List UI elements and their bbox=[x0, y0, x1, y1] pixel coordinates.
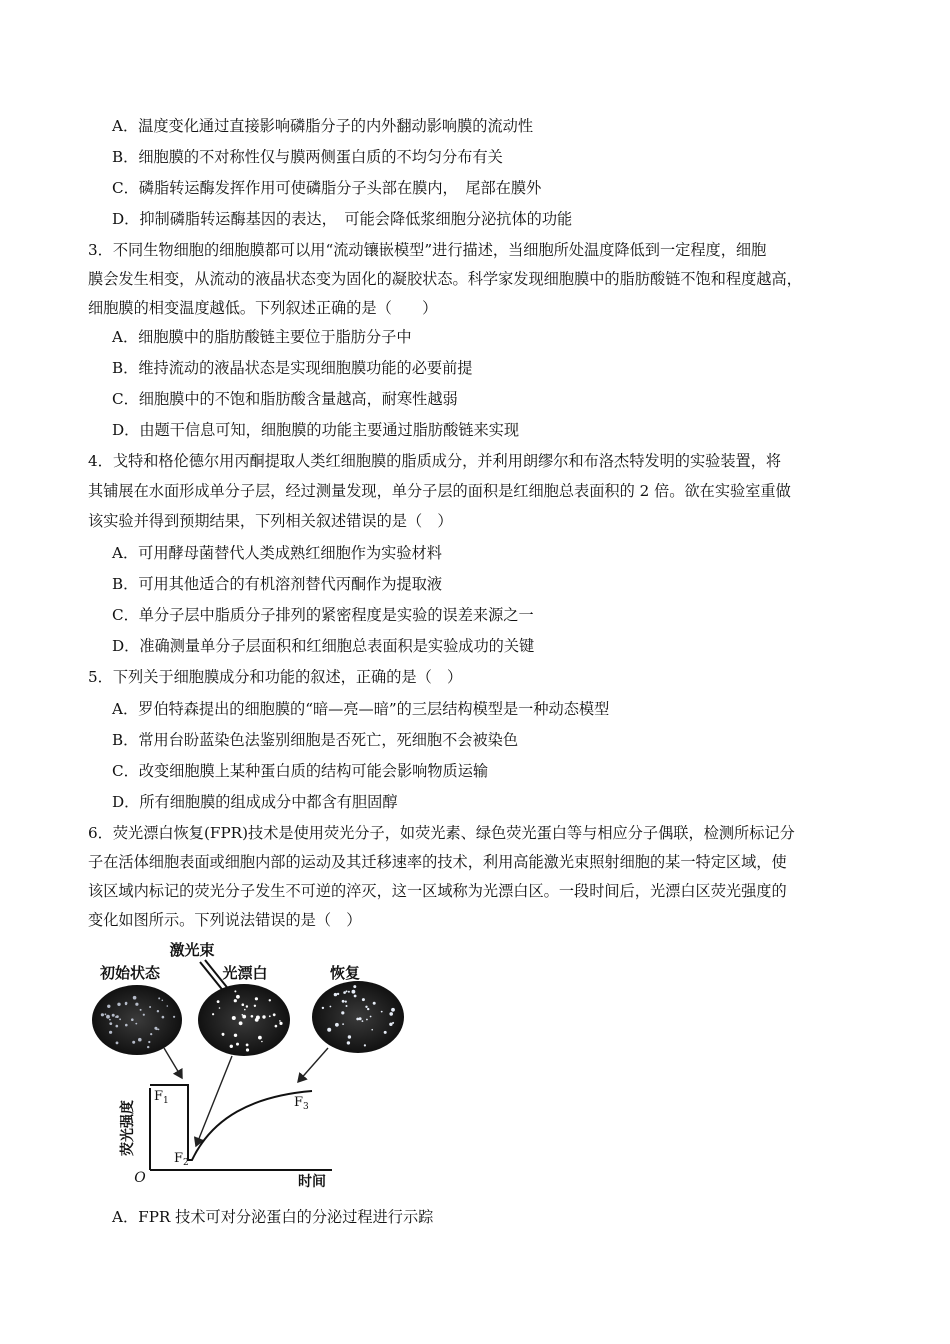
q5-option-c: C．改变细胞膜上某种蛋白质的结构可能会影响物质运输 bbox=[112, 762, 489, 780]
fluorescent-molecule-dot bbox=[232, 1016, 236, 1020]
fluorescent-molecule-dot bbox=[356, 1018, 359, 1021]
fluorescent-molecule-dot bbox=[251, 1015, 254, 1018]
fluorescent-molecule-dot bbox=[347, 1041, 350, 1044]
fluorescent-molecule-dot bbox=[342, 1023, 344, 1025]
fluorescent-molecule-dot bbox=[392, 1022, 394, 1024]
q2-option-a: A．温度变化通过直接影响磷脂分子的内外翻动影响膜的流动性 bbox=[112, 117, 534, 135]
fluorescent-molecule-dot bbox=[342, 1000, 345, 1003]
fluorescent-molecule-dot bbox=[348, 991, 350, 993]
fluorescent-molecule-dot bbox=[116, 1025, 119, 1028]
fluorescent-molecule-dot bbox=[242, 1003, 245, 1006]
fluorescent-molecule-dot bbox=[222, 1033, 225, 1036]
q3-stem-line: 细胞膜的相变温度越低。下列叙述正确的是（ ） bbox=[88, 299, 438, 317]
q3-option-d: D．由题干信息可知，细胞膜的功能主要通过脂肪酸链来实现 bbox=[112, 421, 520, 439]
fluorescent-molecule-dot bbox=[109, 1019, 111, 1021]
fluorescent-molecule-dot bbox=[158, 1029, 160, 1031]
q3-option-a: A．细胞膜中的脂肪酸链主要位于脂肪分子中 bbox=[112, 328, 412, 346]
fluorescent-molecule-dot bbox=[269, 999, 271, 1001]
q3-stem-line: 膜会发生相变，从流动的液晶状态变为固化的凝胶状态。科学家发现细胞膜中的脂肪酸链不饱和程度越高， bbox=[88, 270, 802, 288]
fluorescent-molecule-dot bbox=[150, 1033, 152, 1035]
fpr-diagram bbox=[92, 938, 432, 1188]
q5-option-b: B．常用台盼蓝染色法鉴别细胞是否死亡，死细胞不会被染色 bbox=[112, 731, 519, 749]
fluorescent-molecule-dot bbox=[119, 1018, 121, 1020]
fluorescent-molecule-dot bbox=[106, 1015, 110, 1019]
fluorescent-molecule-dot bbox=[353, 985, 356, 988]
fluorescent-molecule-dot bbox=[335, 1023, 339, 1027]
q6-stem-line: 该区域内标记的荧光分子发生不可逆的淬灭，这一区域称为光漂白区。一段时间后，光漂白区荧光强度的 bbox=[88, 882, 787, 900]
f3-label: $F_3$ bbox=[294, 1095, 309, 1112]
fluorescent-molecule-dot bbox=[158, 997, 160, 999]
q5-option-d: D．所有细胞膜的组成成分中都含有胆固醇 bbox=[112, 793, 398, 811]
f2-label: $F_2$ bbox=[174, 1151, 189, 1168]
fluorescent-molecule-dot bbox=[132, 1041, 135, 1044]
fluorescent-molecule-dot bbox=[212, 1013, 214, 1015]
fluorescent-molecule-dot bbox=[273, 1013, 276, 1016]
arrow-recovery bbox=[298, 1048, 328, 1082]
fluorescent-molecule-dot bbox=[371, 1029, 373, 1031]
q6-option-a: A．FPR 技术可对分泌蛋白的分泌过程进行示踪 bbox=[112, 1208, 434, 1226]
fluorescent-molecule-dot bbox=[131, 1018, 134, 1021]
fluorescent-molecule-dot bbox=[246, 1044, 249, 1047]
fluorescent-molecule-dot bbox=[341, 1011, 344, 1014]
fluorescent-molecule-dot bbox=[364, 1044, 366, 1046]
fluorescent-molecule-dot bbox=[125, 1003, 127, 1005]
fluorescent-molecule-dot bbox=[279, 1022, 282, 1025]
fluorescent-molecule-dot bbox=[262, 1015, 265, 1018]
stage-label-bleach: 光漂白 bbox=[222, 964, 268, 982]
fluorescent-molecule-dot bbox=[157, 1010, 159, 1012]
x-axis-label: 时间 bbox=[298, 1174, 326, 1188]
fluorescent-molecule-dot bbox=[348, 1035, 351, 1038]
fluorescent-molecule-dot bbox=[255, 997, 258, 1000]
fluorescent-molecule-dot bbox=[217, 1000, 220, 1003]
q2-option-b: B．细胞膜的不对称性仅与膜两侧蛋白质的不均匀分布有关 bbox=[112, 148, 503, 166]
cell-bleached bbox=[198, 984, 290, 1056]
q4-option-d: D．准确测量单分子层面积和红细胞总表面积是实验成功的关键 bbox=[112, 637, 535, 655]
fluorescent-molecule-dot bbox=[239, 1021, 243, 1025]
fluorescent-molecule-dot bbox=[334, 993, 337, 996]
fluorescent-molecule-dot bbox=[254, 1005, 256, 1007]
origin-label: O bbox=[134, 1170, 146, 1186]
fluorescent-molecule-dot bbox=[234, 999, 237, 1002]
fluorescent-molecule-dot bbox=[366, 1019, 368, 1021]
cell-recovered bbox=[312, 981, 404, 1053]
q4-stem-line: 该实验并得到预期结果，下列相关叙述错误的是（ ） bbox=[88, 512, 453, 530]
fluorescent-molecule-dot bbox=[246, 1005, 248, 1007]
fluorescent-molecule-dot bbox=[327, 1028, 331, 1032]
fluorescent-molecule-dot bbox=[236, 1043, 239, 1046]
stage-label-recovery: 恢复 bbox=[329, 964, 361, 982]
cell-initial bbox=[92, 985, 182, 1055]
fluorescent-molecule-dot bbox=[107, 1005, 110, 1008]
fluorescent-molecule-dot bbox=[346, 1005, 348, 1007]
fluorescent-molecule-dot bbox=[138, 1038, 142, 1042]
f1-label: $F_1$ bbox=[154, 1089, 169, 1106]
q2-option-d: D．抑制磷脂转运酶基因的表达， 可能会降低浆细胞分泌抗体的功能 bbox=[112, 210, 573, 228]
fluorescent-molecule-dot bbox=[322, 1007, 324, 1009]
q6-stem-line: 子在活体细胞表面或细胞内部的运动及其迁移速率的技术，利用高能激光束照射细胞的某一特定区域，使 bbox=[88, 853, 787, 871]
q4-option-a: A．可用酵母菌替代人类成熟红细胞作为实验材料 bbox=[112, 544, 442, 562]
fluorescent-molecule-dot bbox=[133, 996, 137, 1000]
fluorescent-molecule-dot bbox=[261, 1041, 263, 1043]
fluorescent-molecule-dot bbox=[244, 1009, 246, 1011]
fluorescent-molecule-dot bbox=[173, 1016, 175, 1018]
fluorescent-molecule-dot bbox=[143, 1014, 145, 1016]
fluorescent-molecule-dot bbox=[381, 1011, 383, 1013]
q4-option-b: B．可用其他适合的有机溶剂替代丙酮作为提取液 bbox=[112, 575, 443, 593]
fluorescent-molecule-dot bbox=[148, 1041, 150, 1043]
fluorescent-molecule-dot bbox=[109, 1031, 112, 1034]
arrow-initial bbox=[164, 1048, 182, 1078]
fpr-figure bbox=[92, 938, 432, 1188]
fluorescent-molecule-dot bbox=[389, 1012, 393, 1016]
fluorescence-curve bbox=[150, 1085, 312, 1160]
fluorescent-molecule-dot bbox=[154, 1027, 157, 1030]
fluorescent-molecule-dot bbox=[384, 1031, 387, 1034]
fluorescent-molecule-dot bbox=[101, 1013, 104, 1016]
q6-stem-line: 变化如图所示。下列说法错误的是（ ） bbox=[88, 911, 362, 929]
q5-option-a: A．罗伯特森提出的细胞膜的“暗—亮—暗”的三层结构模型是一种动态模型 bbox=[112, 700, 610, 718]
fluorescent-molecule-dot bbox=[275, 1025, 278, 1028]
fluorescent-molecule-dot bbox=[149, 1006, 151, 1008]
fluorescent-molecule-dot bbox=[117, 1003, 120, 1006]
fluorescent-molecule-dot bbox=[219, 1007, 221, 1009]
fluorescent-molecule-dot bbox=[234, 990, 236, 992]
fluorescent-molecule-dot bbox=[112, 1014, 115, 1017]
q4-stem-line: 4．戈特和格伦德尔用丙酮提取人类红细胞膜的脂质成分，并利用朗缪尔和布洛杰特发明的实验装置，将 bbox=[88, 452, 782, 470]
fluorescent-molecule-dot bbox=[115, 1016, 117, 1018]
q4-stem-line: 其铺展在水面形成单分子层，经过测量发现，单分子层的面积是红细胞总表面积的 2 倍。欲在实验室重做 bbox=[88, 482, 791, 500]
q3-option-b: B．维持流动的液晶状态是实现细胞膜功能的必要前提 bbox=[112, 359, 473, 377]
fluorescent-molecule-dot bbox=[256, 1016, 260, 1020]
fluorescent-molecule-dot bbox=[109, 1022, 112, 1025]
fluorescent-molecule-dot bbox=[269, 1015, 271, 1017]
fluorescent-molecule-dot bbox=[337, 993, 339, 995]
fluorescent-molecule-dot bbox=[147, 1046, 149, 1048]
fluorescent-molecule-dot bbox=[258, 1036, 262, 1040]
fluorescent-molecule-dot bbox=[135, 1003, 138, 1006]
fluorescent-molecule-dot bbox=[354, 995, 357, 998]
fluorescent-molecule-dot bbox=[242, 1015, 246, 1019]
fluorescent-molecule-dot bbox=[236, 995, 240, 999]
stage-label-initial: 初始状态 bbox=[99, 964, 161, 982]
fluorescent-molecule-dot bbox=[246, 1048, 249, 1051]
fluorescent-molecule-dot bbox=[391, 1008, 395, 1012]
laser-label: 激光束 bbox=[169, 941, 215, 959]
fluorescent-molecule-dot bbox=[352, 990, 356, 994]
q2-option-c: C．磷脂转运酶发挥作用可使磷脂分子头部在膜内， 尾部在膜外 bbox=[112, 179, 542, 197]
fluorescent-molecule-dot bbox=[230, 1045, 233, 1048]
fluorescent-molecule-dot bbox=[362, 1020, 364, 1022]
fluorescent-molecule-dot bbox=[135, 1023, 137, 1025]
fluorescent-molecule-dot bbox=[162, 1016, 165, 1019]
fluorescent-molecule-dot bbox=[373, 1002, 376, 1005]
fluorescent-molecule-dot bbox=[167, 1005, 169, 1007]
arrow-bleach bbox=[196, 1056, 232, 1146]
fluorescent-molecule-dot bbox=[116, 1042, 119, 1045]
q5-stem-line: 5．下列关于细胞膜成分和功能的叙述，正确的是（ ） bbox=[88, 668, 463, 686]
q3-option-c: C．细胞膜中的不饱和脂肪酸含量越高，耐寒性越弱 bbox=[112, 390, 458, 408]
fluorescent-molecule-dot bbox=[234, 1034, 237, 1037]
fluorescent-molecule-dot bbox=[343, 991, 346, 994]
q6-stem-line: 6．荧光漂白恢复(FPR)技术是使用荧光分子，如荧光素、绿色荧光蛋白等与相应分子偶联，检测所标记分 bbox=[88, 824, 795, 842]
fluorescent-molecule-dot bbox=[330, 1006, 332, 1008]
fluorescent-molecule-dot bbox=[125, 1024, 128, 1027]
q3-stem-line: 3．不同生物细胞的细胞膜都可以用“流动镶嵌模型”进行描述，当细胞所处温度降低到一定程度，细胞 bbox=[88, 241, 767, 259]
fluorescent-molecule-dot bbox=[279, 1020, 281, 1022]
q4-option-c: C．单分子层中脂质分子排列的紧密程度是实验的误差来源之一 bbox=[112, 606, 534, 624]
fluorescent-molecule-dot bbox=[362, 998, 365, 1001]
fluorescent-molecule-dot bbox=[365, 1006, 367, 1008]
fluorescent-molecule-dot bbox=[162, 1000, 164, 1002]
fluorescent-molecule-dot bbox=[105, 1013, 107, 1015]
y-axis-label: 荧光强度 bbox=[120, 1100, 136, 1156]
fluorescent-molecule-dot bbox=[370, 1016, 372, 1018]
fluorescent-molecule-dot bbox=[367, 1008, 369, 1010]
fluorescent-molecule-dot bbox=[389, 1023, 392, 1026]
fluorescent-molecule-dot bbox=[140, 1009, 142, 1011]
fluorescent-molecule-dot bbox=[345, 1001, 347, 1003]
